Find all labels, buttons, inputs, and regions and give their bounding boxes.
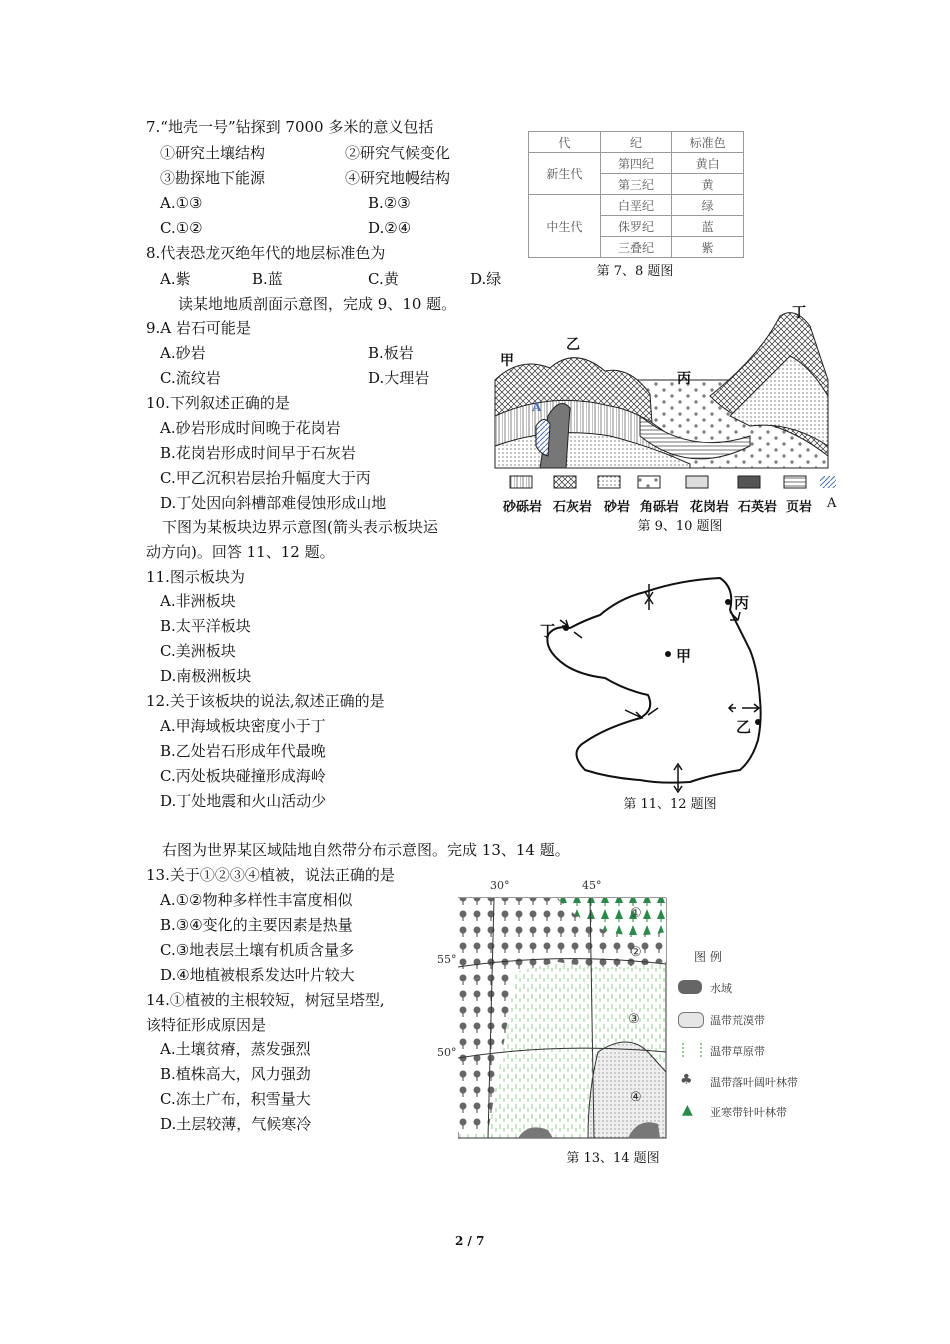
plate-label-jia: 甲 (676, 647, 692, 665)
q7-option-a[interactable]: A.①③ (160, 194, 203, 212)
q7-option-c[interactable]: C.①② (160, 219, 203, 237)
table-cell: 第四纪 (600, 153, 672, 174)
q12-option-a[interactable]: A.甲海域板块密度小于丁 (160, 717, 326, 735)
q8-option-d[interactable]: D.绿 (470, 270, 502, 288)
intro-13-14: 右图为世界某区域陆地自然带分布示意图。完成 13、14 题。 (162, 841, 570, 859)
legend-shale: 页岩 (786, 500, 813, 515)
q12-option-d[interactable]: D.丁处地震和火山活动少 (160, 792, 327, 810)
q13-option-d[interactable]: D.④地植被根系发达叶片较大 (160, 966, 355, 984)
q10-option-d[interactable]: D.丁处因向斜槽部难侵蚀形成山地 (160, 494, 387, 512)
page-number: 2 / 7 (455, 1234, 485, 1248)
q14-option-a[interactable]: A.土壤贫瘠，蒸发强烈 (160, 1040, 311, 1058)
q13-option-c[interactable]: C.③地表层土壤有机质含量多 (160, 941, 355, 959)
table-header-period: 纪 (600, 132, 672, 153)
arrow-icon (729, 704, 759, 712)
zone-mark-2: ② (630, 945, 642, 960)
q10-option-b[interactable]: B.花岗岩形成时间早于石灰岩 (160, 444, 356, 462)
section-label-yi: 乙 (566, 337, 580, 353)
zone-legend-broadleaf: 温带落叶阔叶林带 (710, 1076, 798, 1089)
legend-granite: 花岗岩 (690, 500, 730, 515)
table-cell: 第三纪 (600, 174, 672, 195)
q13-option-b[interactable]: B.③④变化的主要因素是热量 (160, 916, 353, 934)
zone-legend-water: 水域 (710, 982, 732, 995)
intro-9-10: 读某地地质剖面示意图，完成 9、10 题。 (178, 295, 457, 313)
legend-limestone: 石灰岩 (553, 500, 593, 515)
q9-option-a[interactable]: A.砂岩 (160, 344, 206, 362)
table-cell: 紫 (672, 237, 744, 258)
table-cell: 白垩纪 (600, 195, 672, 216)
lon-45: 45° (582, 879, 602, 892)
arrow-icon (560, 620, 568, 626)
zone-legend-desert: 温带荒漠带 (710, 1014, 765, 1027)
plate-label-yi: 乙 (736, 718, 752, 736)
arrow-icon (674, 764, 682, 792)
q7-item-1: ①研究土壤结构 (160, 144, 266, 162)
q14-option-c[interactable]: C.冻土广布，积雪量大 (160, 1090, 311, 1108)
q12-option-c[interactable]: C.丙处板块碰撞形成海岭 (160, 767, 326, 785)
arrow-icon (625, 710, 642, 720)
table-cell: 绿 (672, 195, 744, 216)
section-caption: 第 9、10 题图 (637, 519, 723, 534)
geologic-era-table (528, 131, 744, 258)
q10-option-c[interactable]: C.甲乙沉积岩层抬升幅度大于丙 (160, 469, 371, 487)
q7-item-2: ②研究气候变化 (345, 144, 451, 162)
steppe-swatch (682, 1043, 702, 1057)
table-cell: 黄 (672, 174, 744, 195)
plate-caption: 第 11、12 题图 (623, 797, 717, 812)
arrow-icon (574, 632, 582, 638)
q12-option-b[interactable]: B.乙处岩石形成年代最晚 (160, 742, 326, 760)
q14-option-d[interactable]: D.土层较薄，气候寒冷 (160, 1115, 312, 1133)
table-cell: 黄白 (672, 153, 744, 174)
q7-stem: 7.“地壳一号”钻探到 7000 多米的意义包括 (146, 118, 434, 136)
q14-stem-line1: 14.①植被的主根较短，树冠呈塔型, (146, 991, 385, 1009)
table-header-color: 标准色 (672, 132, 744, 153)
q10-option-a[interactable]: A.砂岩形成时间晚于花岗岩 (160, 419, 341, 437)
q9-option-b[interactable]: B.板岩 (368, 344, 414, 362)
zone-legend-conifer: 亚寒带针叶林带 (710, 1106, 787, 1119)
zone-mark-3: ③ (628, 1012, 640, 1027)
legend-quartzite: 石英岩 (738, 500, 778, 515)
section-label-ding: 丁 (792, 305, 806, 321)
q14-option-b[interactable]: B.植株高大，风力强劲 (160, 1065, 311, 1083)
section-label-a: A (532, 400, 542, 414)
section-label-jia: 甲 (500, 353, 514, 369)
q11-stem: 11.图示板块为 (146, 568, 245, 586)
water-swatch (678, 980, 702, 994)
q13-option-a[interactable]: A.①②物种多样性丰富度相似 (160, 891, 353, 909)
plate-label-ding: 丁 (540, 622, 556, 640)
q7-item-4: ④研究地幔结构 (345, 169, 451, 187)
lat-55: 55° (437, 953, 457, 966)
plate-boundary-figure (530, 570, 790, 795)
q11-option-c[interactable]: C.美洲板块 (160, 642, 236, 660)
broadleaf-tree-icon: ♣ (680, 1072, 693, 1088)
q13-stem: 13.关于①②③④植被，说法正确的是 (146, 866, 395, 884)
q8-stem: 8.代表恐龙灭绝年代的地层标准色为 (146, 244, 386, 262)
table-header-era: 代 (529, 132, 601, 153)
legend-sandstone: 砂岩 (604, 500, 631, 515)
table-era-cenozoic: 新生代 (529, 153, 601, 195)
q9-option-d[interactable]: D.大理岩 (368, 369, 430, 387)
q7-item-3: ③勘探地下能源 (160, 169, 266, 187)
table-caption: 第 7、8 题图 (596, 264, 674, 279)
lat-50: 50° (437, 1046, 457, 1059)
legend-breccia: 角砾岩 (640, 500, 680, 515)
conifer-tree-icon: ▲ (682, 1102, 693, 1118)
zone-mark-4: ④ (630, 1090, 642, 1105)
q11-option-b[interactable]: B.太平洋板块 (160, 617, 251, 635)
table-cell: 三叠纪 (600, 237, 672, 258)
intro-11-12-line2: 动方向)。回答 11、12 题。 (146, 543, 335, 561)
table-cell: 侏罗纪 (600, 216, 672, 237)
q12-stem: 12.关于该板块的说法,叙述正确的是 (146, 692, 385, 710)
table-era-mesozoic: 中生代 (529, 195, 601, 258)
q7-option-b[interactable]: B.②③ (368, 194, 411, 212)
lon-30: 30° (490, 879, 510, 892)
q9-option-c[interactable]: C.流纹岩 (160, 369, 221, 387)
zone-legend-steppe: 温带草原带 (710, 1045, 765, 1058)
arrow-icon (645, 598, 653, 610)
q9-stem: 9.A 岩石可能是 (146, 319, 251, 337)
legend-a: A (827, 496, 837, 511)
zone-legend-title: 图 例 (694, 950, 722, 964)
intro-11-12-line1: 下图为某板块边界示意图(箭头表示板块运 (162, 518, 438, 536)
geologic-section-figure (490, 296, 840, 516)
table-cell: 蓝 (672, 216, 744, 237)
desert-swatch (678, 1012, 704, 1028)
q10-stem: 10.下列叙述正确的是 (146, 394, 290, 412)
legend-conglomerate: 砂砾岩 (503, 500, 543, 515)
q8-option-b[interactable]: B.蓝 (252, 270, 283, 288)
section-label-bing: 丙 (677, 371, 691, 387)
q7-option-d[interactable]: D.②④ (368, 219, 412, 237)
q8-option-a[interactable]: A.紫 (160, 270, 191, 288)
q11-option-a[interactable]: A.非洲板块 (160, 592, 236, 610)
q14-stem-line2: 该特征形成原因是 (146, 1016, 267, 1034)
q8-option-c[interactable]: C.黄 (368, 270, 399, 288)
q11-option-d[interactable]: D.南极洲板块 (160, 667, 252, 685)
zone-caption: 第 13、14 题图 (566, 1151, 660, 1166)
zone-mark-1: ① (630, 906, 642, 921)
plate-label-bing: 丙 (734, 594, 750, 612)
